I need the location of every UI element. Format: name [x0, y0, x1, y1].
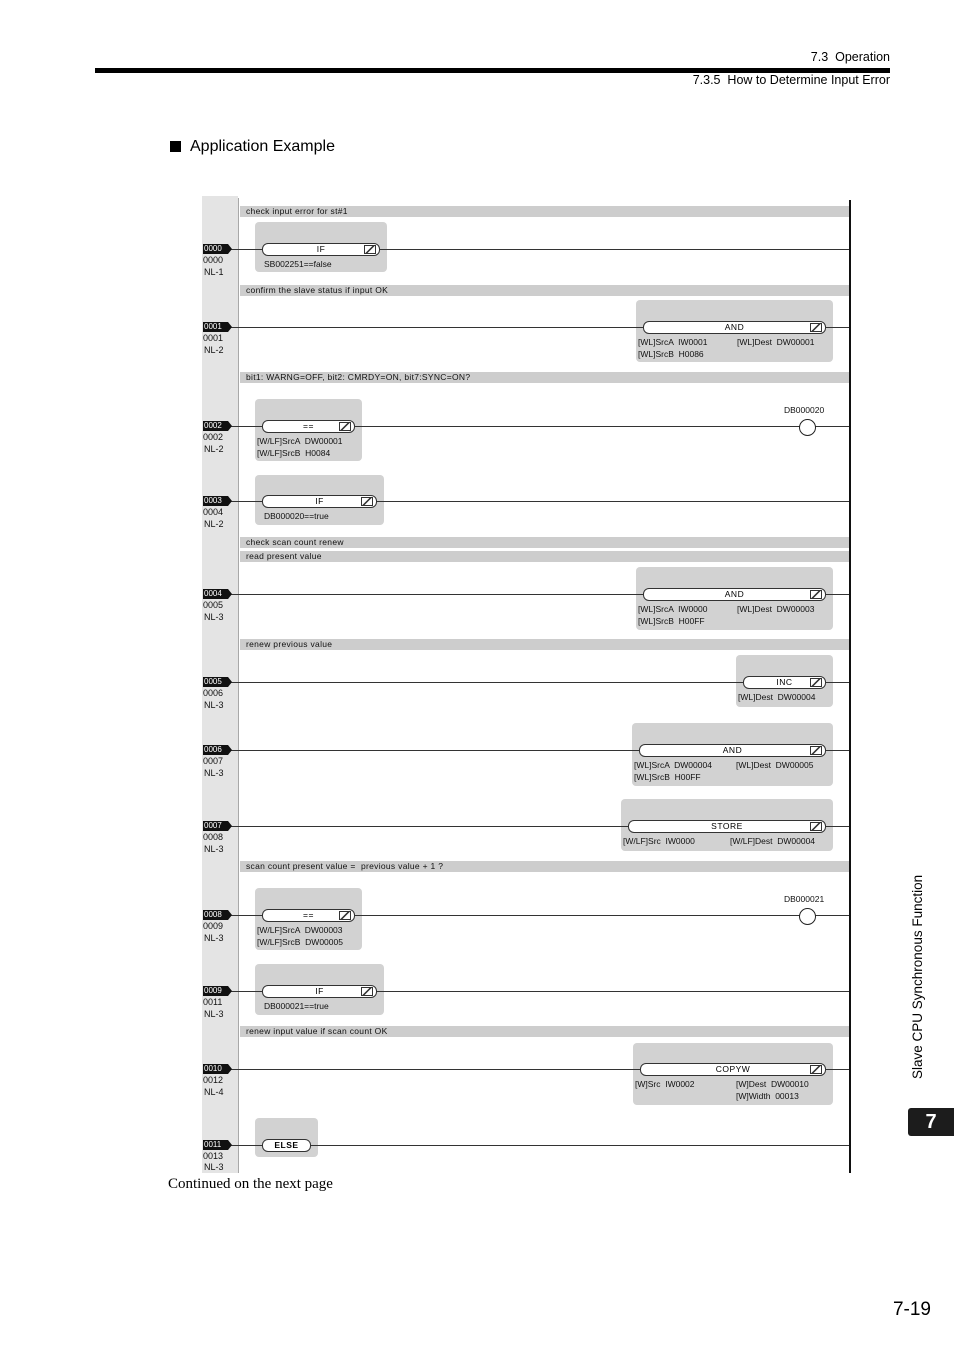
instruction-block-and	[636, 300, 833, 362]
instruction-name	[643, 588, 826, 601]
coil-icon	[799, 419, 816, 436]
instruction-param: [W]Dest DW00010	[736, 1079, 809, 1089]
instruction-label: STORE	[711, 821, 743, 831]
instruction-name	[628, 820, 826, 833]
instruction-param: [W/LF]SrcA DW00003	[257, 925, 343, 935]
instruction-name	[262, 243, 380, 256]
page-number: 7-19	[892, 1299, 931, 1320]
nest-level: NL-2	[204, 345, 224, 355]
coil-label: DB000021	[784, 894, 825, 904]
instruction-param: [W]Width 00013	[736, 1091, 799, 1101]
nest-level: NL-3	[204, 844, 224, 854]
expand-icon	[810, 590, 822, 599]
nest-level: NL-3	[204, 1162, 224, 1172]
expand-icon	[810, 1065, 822, 1074]
rung-tag: 0008	[203, 910, 228, 920]
nest-level: NL-3	[204, 933, 224, 943]
instruction-block-else	[255, 1118, 318, 1157]
step-number: 0007	[203, 756, 224, 766]
expand-icon	[361, 497, 373, 506]
instruction-param: [W]Src IW0002	[635, 1079, 695, 1089]
instruction-block-compare	[255, 888, 362, 950]
instruction-name	[640, 1063, 826, 1076]
instruction-param: [W/LF]Dest DW00004	[730, 836, 816, 846]
nest-level: NL-3	[204, 700, 224, 710]
rung-tag: 0004	[203, 589, 228, 599]
instruction-label: IF	[315, 986, 324, 996]
coil-icon	[799, 908, 816, 925]
instruction-block-inc	[736, 655, 833, 707]
section-title: 7.3 Operation	[810, 50, 890, 64]
chapter-tab: 7	[908, 1108, 954, 1136]
instruction-name	[262, 1139, 311, 1152]
expand-icon	[339, 422, 351, 431]
subsection-title: 7.3.5 How to Determine Input Error	[692, 73, 890, 87]
instruction-name	[639, 744, 826, 757]
instruction-label: INC	[776, 677, 793, 687]
instruction-label: AND	[722, 745, 743, 755]
step-number: 0012	[203, 1075, 224, 1085]
rung-comment: renew input value if scan count OK	[240, 1026, 849, 1037]
instruction-block-if	[255, 475, 384, 525]
instruction-param: [WL]SrcB H0086	[638, 349, 704, 359]
nest-level: NL-4	[204, 1087, 224, 1097]
instruction-param: [W/LF]Src IW0000	[623, 836, 695, 846]
left-rail	[238, 198, 239, 1173]
rung-line	[231, 1145, 849, 1146]
instruction-param: [WL]Dest DW00001	[737, 337, 815, 347]
step-number: 0002	[203, 432, 224, 442]
instruction-label: ELSE	[274, 1140, 299, 1150]
instruction-param: [W/LF]SrcB H0084	[257, 448, 331, 458]
instruction-param: [W/LF]SrcB DW00005	[257, 937, 343, 947]
instruction-name	[262, 420, 355, 433]
nest-level: NL-2	[204, 519, 224, 529]
instruction-param: [WL]SrcA IW0001	[638, 337, 708, 347]
rung-comment: confirm the slave status if input OK	[240, 285, 849, 296]
heading: Application Example	[190, 138, 335, 155]
nest-level: NL-3	[204, 1009, 224, 1019]
coil-label: DB000020	[784, 405, 825, 415]
rung-comment: check scan count renew	[240, 537, 849, 548]
rung-comment: bit1: WARNG=OFF, bit2: CMRDY=ON, bit7:SYNC=ON?	[240, 372, 849, 383]
step-number: 0011	[203, 997, 223, 1007]
expand-icon	[810, 746, 822, 755]
nest-level: NL-1	[204, 267, 224, 277]
instruction-block-and	[632, 723, 833, 786]
expand-icon	[810, 678, 822, 687]
step-number: 0009	[203, 921, 224, 931]
instruction-block-store	[621, 799, 833, 851]
rung-tag: 0009	[203, 986, 228, 996]
instruction-param: [WL]SrcB H00FF	[638, 616, 705, 626]
rung-tag: 0000	[203, 244, 228, 254]
instruction-label: AND	[724, 589, 745, 599]
step-number: 0001	[203, 333, 224, 343]
instruction-param: DB000020==true	[264, 511, 329, 521]
step-number: 0013	[203, 1151, 224, 1161]
instruction-param: SB002251==false	[264, 259, 332, 269]
chapter-side-title: Slave CPU Synchronous Function	[910, 874, 925, 1080]
nest-level: NL-3	[204, 768, 224, 778]
rung-comment: check input error for st#1	[240, 206, 849, 217]
rung-tag: 0002	[203, 421, 228, 431]
instruction-block-copyw	[633, 1043, 833, 1105]
rung-tag: 0007	[203, 821, 228, 831]
rung-comment: renew previous value	[240, 639, 849, 650]
expand-icon	[364, 245, 376, 254]
instruction-block-if	[255, 964, 384, 1015]
instruction-name	[743, 676, 826, 689]
nest-level: NL-3	[204, 612, 224, 622]
instruction-label: ==	[303, 421, 314, 431]
step-number: 0000	[203, 255, 224, 265]
step-number: 0008	[203, 832, 224, 842]
continued-note: Continued on the next page	[168, 1176, 333, 1192]
instruction-param: [WL]SrcB H00FF	[634, 772, 701, 782]
instruction-param: [W/LF]SrcA DW00001	[257, 436, 343, 446]
expand-icon	[339, 911, 351, 920]
step-number: 0006	[203, 688, 224, 698]
rung-tag: 0005	[203, 677, 228, 687]
step-number: 0004	[203, 507, 224, 517]
instruction-name	[262, 985, 377, 998]
instruction-param: [WL]Dest DW00004	[738, 692, 816, 702]
rung-tag: 0011	[203, 1140, 228, 1150]
instruction-label: AND	[724, 322, 745, 332]
rung-tag: 0010	[203, 1064, 228, 1074]
instruction-param: [WL]SrcA IW0000	[638, 604, 708, 614]
rung-comment: scan count present value = previous value + 1 ?	[240, 861, 849, 872]
instruction-name	[643, 321, 826, 334]
instruction-name	[262, 909, 355, 922]
instruction-block-if	[255, 222, 387, 272]
nest-level: NL-2	[204, 444, 224, 454]
rung-tag: 0006	[203, 745, 228, 755]
expand-icon	[810, 323, 822, 332]
right-rail	[849, 200, 851, 1173]
instruction-param: DB000021==true	[264, 1001, 329, 1011]
instruction-param: [WL]SrcA DW00004	[634, 760, 712, 770]
bullet-square-icon	[170, 141, 181, 152]
instruction-label: ==	[303, 910, 314, 920]
instruction-label: IF	[316, 244, 326, 254]
instruction-block-compare	[255, 399, 362, 461]
instruction-param: [WL]Dest DW00003	[737, 604, 815, 614]
instruction-label: IF	[315, 496, 324, 506]
rung-comment: read present value	[240, 551, 849, 562]
step-number: 0005	[203, 600, 224, 610]
rung-tag: 0001	[203, 322, 228, 332]
instruction-label: COPYW	[715, 1064, 751, 1074]
instruction-param: [WL]Dest DW00005	[736, 760, 814, 770]
expand-icon	[361, 987, 373, 996]
instruction-block-and	[636, 567, 833, 630]
instruction-name	[262, 495, 377, 508]
expand-icon	[810, 822, 822, 831]
rung-tag: 0003	[203, 496, 228, 506]
